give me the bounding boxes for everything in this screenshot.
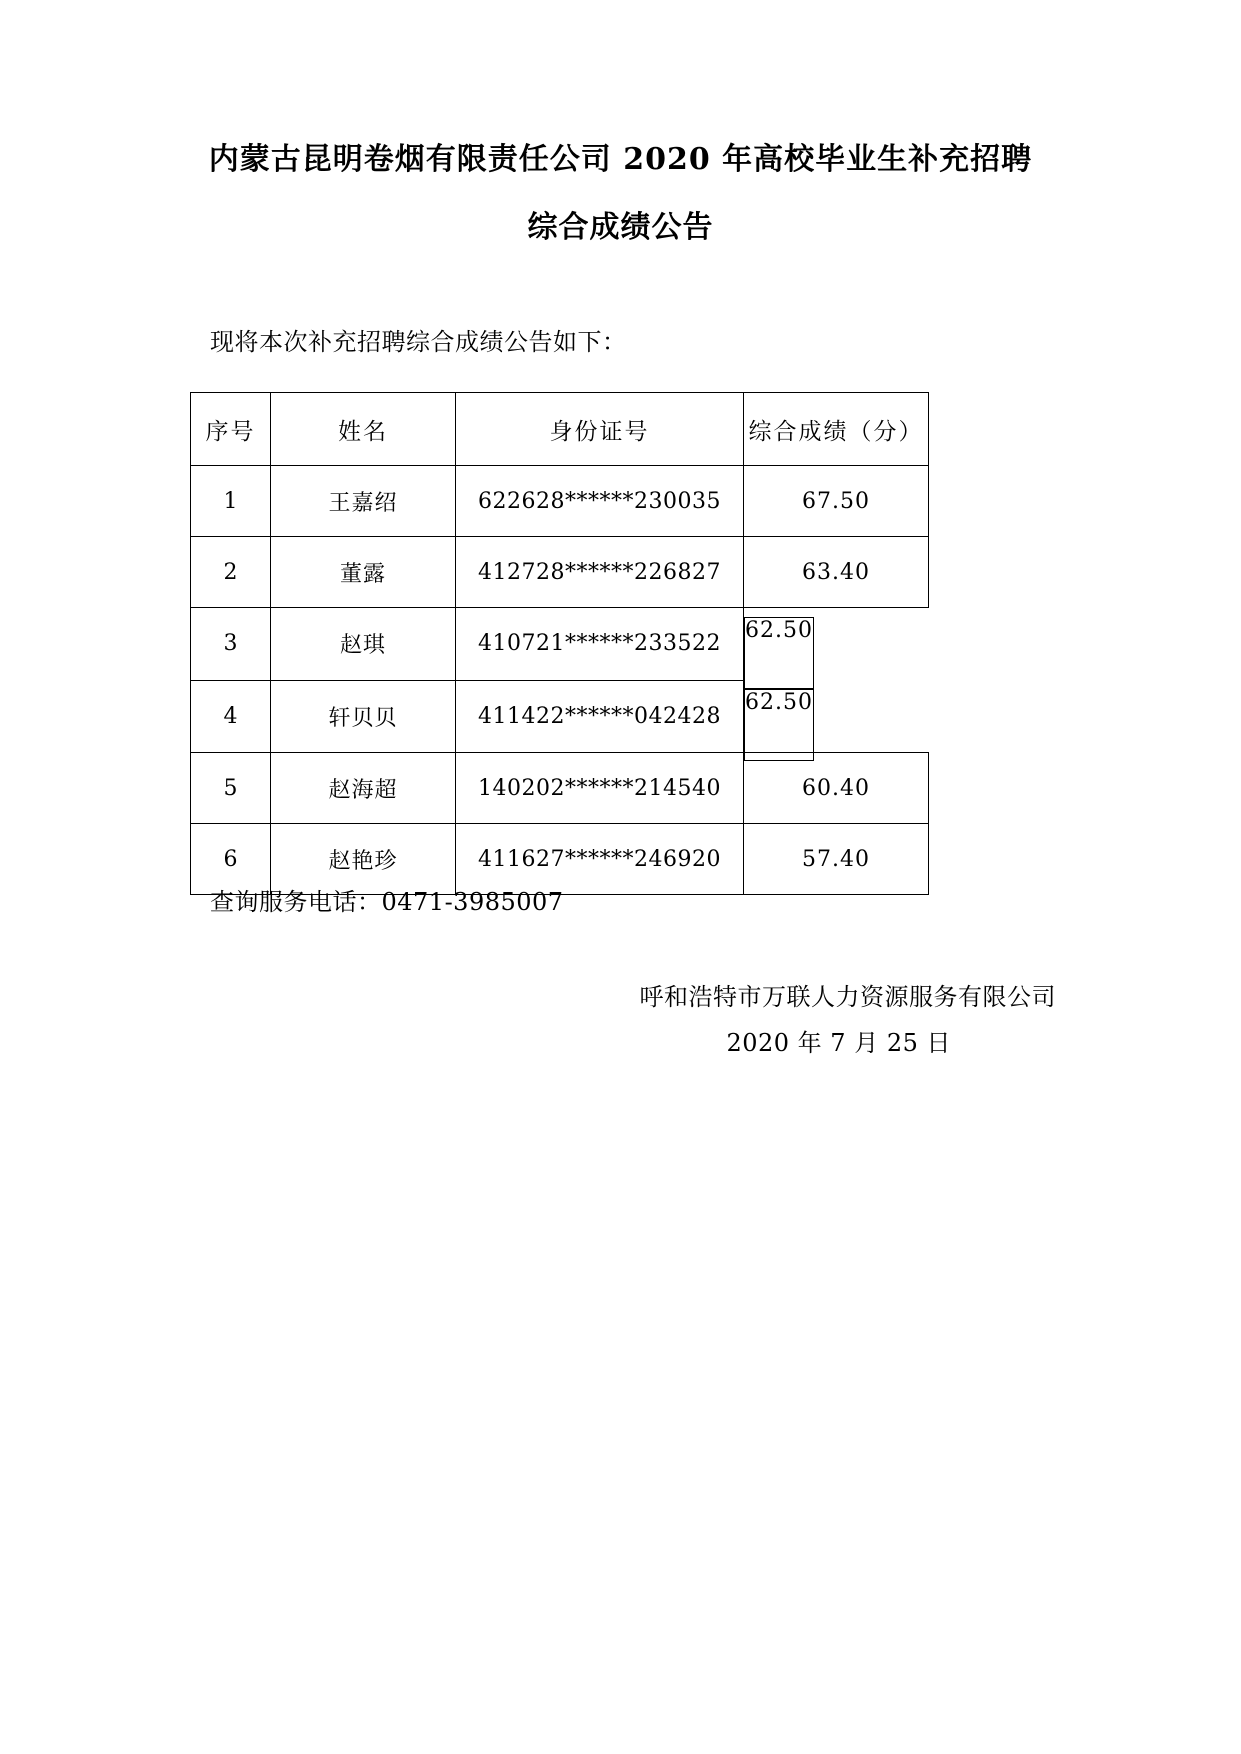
cell-index: 2 (191, 537, 271, 608)
cell-id-number: 140202******214540 (456, 753, 744, 824)
table-row (191, 680, 929, 753)
cell-index: 6 (191, 824, 271, 895)
cell-name: 轩贝贝 (271, 680, 456, 753)
cell-id-number: 622628******230035 (456, 466, 744, 537)
cell-index: 4 (191, 680, 271, 753)
cell-name: 董露 (271, 537, 456, 608)
signature-date: 2020 年 7 月 25 日 (726, 1028, 951, 1057)
page-title (0, 142, 1241, 245)
cell-index: 3 (191, 608, 271, 681)
cell-index: 1 (191, 466, 271, 537)
results-table (190, 392, 929, 895)
cell-score: 62.50 (744, 617, 814, 689)
cell-score: 62.50 (744, 689, 814, 761)
cell-id-number: 410721******233522 (456, 608, 744, 681)
table-header-row (191, 393, 929, 466)
cell-id-number: 412728******226827 (456, 537, 744, 608)
table-row (191, 753, 929, 824)
cell-index: 5 (191, 753, 271, 824)
cell-name: 王嘉绍 (271, 466, 456, 537)
table-row (191, 537, 929, 608)
cell-id-number: 411627******246920 (456, 824, 744, 895)
column-header-score: 综合成绩（分） (744, 393, 929, 466)
signature-block (0, 975, 1241, 1066)
page-title-line-1: 内蒙古昆明卷烟有限责任公司 2020 年高校毕业生补充招聘 (208, 142, 1033, 177)
column-header-name: 姓名 (271, 393, 456, 466)
cell-score: 60.40 (744, 753, 929, 824)
cell-name: 赵艳珍 (271, 824, 456, 895)
service-phone-line: 查询服务电话：0471-3985007 (210, 888, 564, 916)
signature-organization: 呼和浩特市万联人力资源服务有限公司 (639, 983, 1056, 1011)
cell-name: 赵琪 (271, 608, 456, 681)
page-title-line-2: 综合成绩公告 (527, 210, 714, 245)
table-row (191, 466, 929, 537)
cell-score: 67.50 (744, 466, 929, 537)
cell-score: 57.40 (744, 824, 929, 895)
cell-score: 63.40 (744, 537, 929, 608)
cell-id-number: 411422******042428 (456, 680, 744, 753)
table-row (191, 608, 929, 681)
column-header-index: 序号 (191, 393, 271, 466)
column-header-id: 身份证号 (456, 393, 744, 466)
cell-name: 赵海超 (271, 753, 456, 824)
intro-paragraph: 现将本次补充招聘综合成绩公告如下： (210, 328, 627, 356)
